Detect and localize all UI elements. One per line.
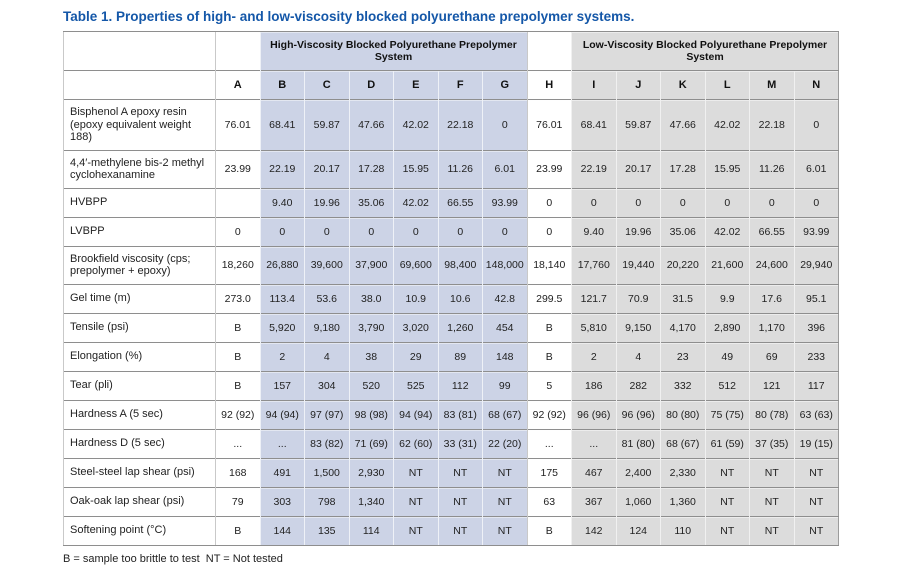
table-cell: 81 (80) [616,429,661,458]
table-cell: 142 [572,516,617,545]
table-cell: 2 [572,342,617,371]
table-cell: 0 [661,188,706,217]
table-row [64,400,839,429]
table-cell: 69 [750,342,795,371]
table-cell: 5,920 [260,313,305,342]
table-cell: 75 (75) [705,400,750,429]
table-cell: 148,000 [483,246,528,284]
table-cell: 71 (69) [349,429,394,458]
table-cell: 24,600 [750,246,795,284]
table-cell: 35.06 [349,188,394,217]
table-cell: 332 [661,371,706,400]
row-label: Tear (pli) [64,371,216,400]
table-cell: 5 [527,371,572,400]
table-cell: NT [394,516,439,545]
table-cell: 23 [661,342,706,371]
table-cell: B [527,516,572,545]
table-row [64,188,839,217]
table-cell: 0 [750,188,795,217]
table-cell: 9.40 [260,188,305,217]
table-cell: 63 [527,487,572,516]
group-header-high-viscosity: High-Viscosity Blocked Polyurethane Prepolymer System [260,32,527,71]
table-row [64,284,839,313]
table-cell: 96 (96) [616,400,661,429]
table-row [64,150,839,188]
table-cell: 47.66 [661,100,706,151]
table-cell: 1,170 [750,313,795,342]
table-cell: NT [483,458,528,487]
table-cell: 68 (67) [661,429,706,458]
table-cell: NT [705,516,750,545]
table-cell: NT [394,458,439,487]
column-header-i: I [572,71,617,100]
table-cell: 98 (98) [349,400,394,429]
row-label: Hardness A (5 sec) [64,400,216,429]
table-cell: 0 [483,217,528,246]
table-cell: 0 [438,217,483,246]
table-cell: ... [527,429,572,458]
table-cell: 6.01 [794,150,839,188]
table-cell: 68 (67) [483,400,528,429]
table-cell: 110 [661,516,706,545]
table-cell: 37,900 [349,246,394,284]
column-letter-row [64,71,839,100]
table-cell: 83 (82) [305,429,350,458]
table-cell: 4 [616,342,661,371]
table-cell: 49 [705,342,750,371]
table-cell: 121 [750,371,795,400]
row-label: Oak-oak lap shear (psi) [64,487,216,516]
table-row [64,217,839,246]
table-cell: 19 (15) [794,429,839,458]
table-cell: 112 [438,371,483,400]
table-cell: 2,930 [349,458,394,487]
table-cell: 10.9 [394,284,439,313]
table-cell: 21,600 [705,246,750,284]
column-header-h: H [527,71,572,100]
table-cell: 17.28 [349,150,394,188]
table-cell: 6.01 [483,150,528,188]
table-cell: 1,260 [438,313,483,342]
table-cell: 9.9 [705,284,750,313]
table-cell: 93.99 [794,217,839,246]
table-cell: NT [438,487,483,516]
table-cell: B [216,342,261,371]
table-cell: NT [794,458,839,487]
table-cell: 9,150 [616,313,661,342]
table-cell: NT [394,487,439,516]
table-cell: 491 [260,458,305,487]
table-cell: ... [572,429,617,458]
table-cell: 95.1 [794,284,839,313]
table-cell: 2 [260,342,305,371]
table-cell: 4 [305,342,350,371]
table-cell: 33 (31) [438,429,483,458]
table-cell: 42.8 [483,284,528,313]
table-cell: 22.19 [572,150,617,188]
table-cell: 144 [260,516,305,545]
table-cell: 23.99 [216,150,261,188]
column-header-l: L [705,71,750,100]
table-row [64,246,839,284]
table-cell: NT [483,516,528,545]
table-cell: 0 [394,217,439,246]
table-cell: 99 [483,371,528,400]
table-cell: 798 [305,487,350,516]
table-cell: 26,880 [260,246,305,284]
table-cell: 0 [216,217,261,246]
table-row [64,342,839,371]
table-cell: 53.6 [305,284,350,313]
table-cell: 0 [483,100,528,151]
table-cell: 68.41 [572,100,617,151]
table-cell: 68.41 [260,100,305,151]
column-header-g: G [483,71,528,100]
table-cell: NT [794,516,839,545]
table-cell: 96 (96) [572,400,617,429]
table-cell: 135 [305,516,350,545]
table-cell: 0 [572,188,617,217]
table-cell: 273.0 [216,284,261,313]
table-cell: 42.02 [705,100,750,151]
table-cell: 0 [616,188,661,217]
table-cell: 66.55 [750,217,795,246]
table-cell: 175 [527,458,572,487]
table-cell: 157 [260,371,305,400]
table-cell: 0 [260,217,305,246]
table-cell: 0 [349,217,394,246]
table-cell: 2,400 [616,458,661,487]
table-row [64,429,839,458]
table-cell: 9,180 [305,313,350,342]
table-cell: B [216,313,261,342]
row-label-header [64,71,216,100]
table-cell: ... [260,429,305,458]
table-cell: 97 (97) [305,400,350,429]
table-cell: 22 (20) [483,429,528,458]
table-cell: NT [750,516,795,545]
table-cell: 89 [438,342,483,371]
table-cell: 0 [794,188,839,217]
table-cell: 17.6 [750,284,795,313]
table-cell: 35.06 [661,217,706,246]
table-cell: 17.28 [661,150,706,188]
table-cell: 1,060 [616,487,661,516]
table-cell: 19,440 [616,246,661,284]
column-header-k: K [661,71,706,100]
table-cell: NT [705,458,750,487]
table-cell: 11.26 [750,150,795,188]
table-row [64,313,839,342]
table-title: Table 1. Properties of high- and low-viscosity blocked polyurethane prepolymer systems. [63,9,635,24]
table-cell: 70.9 [616,284,661,313]
table-cell: 20,220 [661,246,706,284]
table-cell: 282 [616,371,661,400]
table-cell: 61 (59) [705,429,750,458]
row-label: Bisphenol A epoxy resin (epoxy equivalent weight 188) [64,100,216,151]
column-header-j: J [616,71,661,100]
row-label: Steel-steel lap shear (psi) [64,458,216,487]
table-cell: 303 [260,487,305,516]
table-cell: 20.17 [616,150,661,188]
table-cell: B [527,313,572,342]
table-cell: 148 [483,342,528,371]
table-cell: 80 (80) [661,400,706,429]
table-cell: 18,140 [527,246,572,284]
table-cell: 1,500 [305,458,350,487]
table-cell: 83 (81) [438,400,483,429]
column-header-b: B [260,71,305,100]
table-cell: 92 (92) [216,400,261,429]
table-cell: 1,360 [661,487,706,516]
table-cell: NT [750,458,795,487]
table-cell: 29,940 [794,246,839,284]
table-cell: ... [216,429,261,458]
table-cell: 80 (78) [750,400,795,429]
table-cell: 66.55 [438,188,483,217]
table-cell: 20.17 [305,150,350,188]
table-cell: 63 (63) [794,400,839,429]
table-row [64,516,839,545]
table-cell: 299.5 [527,284,572,313]
table-cell: B [527,342,572,371]
row-label: Gel time (m) [64,284,216,313]
table-cell: 10.6 [438,284,483,313]
table-cell: NT [705,487,750,516]
column-header-c: C [305,71,350,100]
table-cell: 22.18 [438,100,483,151]
table-cell: 0 [794,100,839,151]
table-cell: 69,600 [394,246,439,284]
table-cell: 92 (92) [527,400,572,429]
table-cell: 520 [349,371,394,400]
table-cell: 0 [305,217,350,246]
table-cell: 38.0 [349,284,394,313]
row-label: HVBPP [64,188,216,217]
row-label: Softening point (°C) [64,516,216,545]
row-label: Hardness D (5 sec) [64,429,216,458]
table-cell: 23.99 [527,150,572,188]
table-cell: 512 [705,371,750,400]
table-cell: 117 [794,371,839,400]
table-cell: 19.96 [305,188,350,217]
table-row [64,371,839,400]
table-cell: 124 [616,516,661,545]
table-cell: 121.7 [572,284,617,313]
table-cell: 3,790 [349,313,394,342]
table-cell: NT [750,487,795,516]
table-cell: NT [438,516,483,545]
table-cell: 15.95 [705,150,750,188]
table-cell: 0 [527,188,572,217]
table-row [64,487,839,516]
table-head [64,32,839,100]
column-header-n: N [794,71,839,100]
table-cell: 39,600 [305,246,350,284]
table-cell: NT [794,487,839,516]
corner-cell [64,32,216,71]
table-cell: 76.01 [527,100,572,151]
table-cell: 19.96 [616,217,661,246]
table-cell: 42.02 [394,188,439,217]
table-cell: 93.99 [483,188,528,217]
row-label: Brookfield viscosity (cps; prepolymer + epoxy) [64,246,216,284]
row-label: 4,4′-methylene bis-2 methyl cyclohexanamine [64,150,216,188]
table-cell: 42.02 [394,100,439,151]
table-cell: 1,340 [349,487,394,516]
table-cell: 9.40 [572,217,617,246]
table-cell: 367 [572,487,617,516]
table-cell: 42.02 [705,217,750,246]
table-cell: 2,890 [705,313,750,342]
table-cell: 233 [794,342,839,371]
row-label: Elongation (%) [64,342,216,371]
column-header-d: D [349,71,394,100]
table-cell: 38 [349,342,394,371]
properties-table [63,31,839,546]
footnote: B = sample too brittle to test NT = Not tested [63,552,283,565]
table-cell: 22.18 [750,100,795,151]
table-cell: 94 (94) [260,400,305,429]
table-cell: 17,760 [572,246,617,284]
table-cell: 2,330 [661,458,706,487]
table-cell: 4,170 [661,313,706,342]
group-header-low-viscosity: Low-Viscosity Blocked Polyurethane Prepolymer System [572,32,839,71]
table-cell: 37 (35) [750,429,795,458]
table-cell: 76.01 [216,100,261,151]
table-cell: 31.5 [661,284,706,313]
table-cell: 396 [794,313,839,342]
table-cell: 11.26 [438,150,483,188]
table-cell: 304 [305,371,350,400]
table-cell: 186 [572,371,617,400]
table-cell: B [216,371,261,400]
table-row [64,100,839,151]
table-cell: 454 [483,313,528,342]
column-header-f: F [438,71,483,100]
table-cell: 47.66 [349,100,394,151]
column-header-m: M [750,71,795,100]
table-cell: 94 (94) [394,400,439,429]
table-cell: 168 [216,458,261,487]
column-header-e: E [394,71,439,100]
table-cell: 0 [705,188,750,217]
table-cell [216,188,261,217]
group-header-row [64,32,839,71]
corner-cell-h [527,32,572,71]
table-cell: 467 [572,458,617,487]
table-cell: 98,400 [438,246,483,284]
table-cell: 29 [394,342,439,371]
table-cell: 59.87 [616,100,661,151]
table-cell: 525 [394,371,439,400]
row-label: Tensile (psi) [64,313,216,342]
table-cell: 0 [527,217,572,246]
table-cell: 15.95 [394,150,439,188]
table-cell: B [216,516,261,545]
table-cell: 114 [349,516,394,545]
column-header-a: A [216,71,261,100]
table-cell: NT [483,487,528,516]
table-cell: 59.87 [305,100,350,151]
table-cell: 22.19 [260,150,305,188]
table-cell: 5,810 [572,313,617,342]
table-row [64,458,839,487]
table-cell: 113.4 [260,284,305,313]
table-cell: 3,020 [394,313,439,342]
row-label: LVBPP [64,217,216,246]
table-cell: 79 [216,487,261,516]
corner-cell-a [216,32,261,71]
table-cell: 62 (60) [394,429,439,458]
table-body [64,100,839,546]
table-cell: 18,260 [216,246,261,284]
table-cell: NT [438,458,483,487]
